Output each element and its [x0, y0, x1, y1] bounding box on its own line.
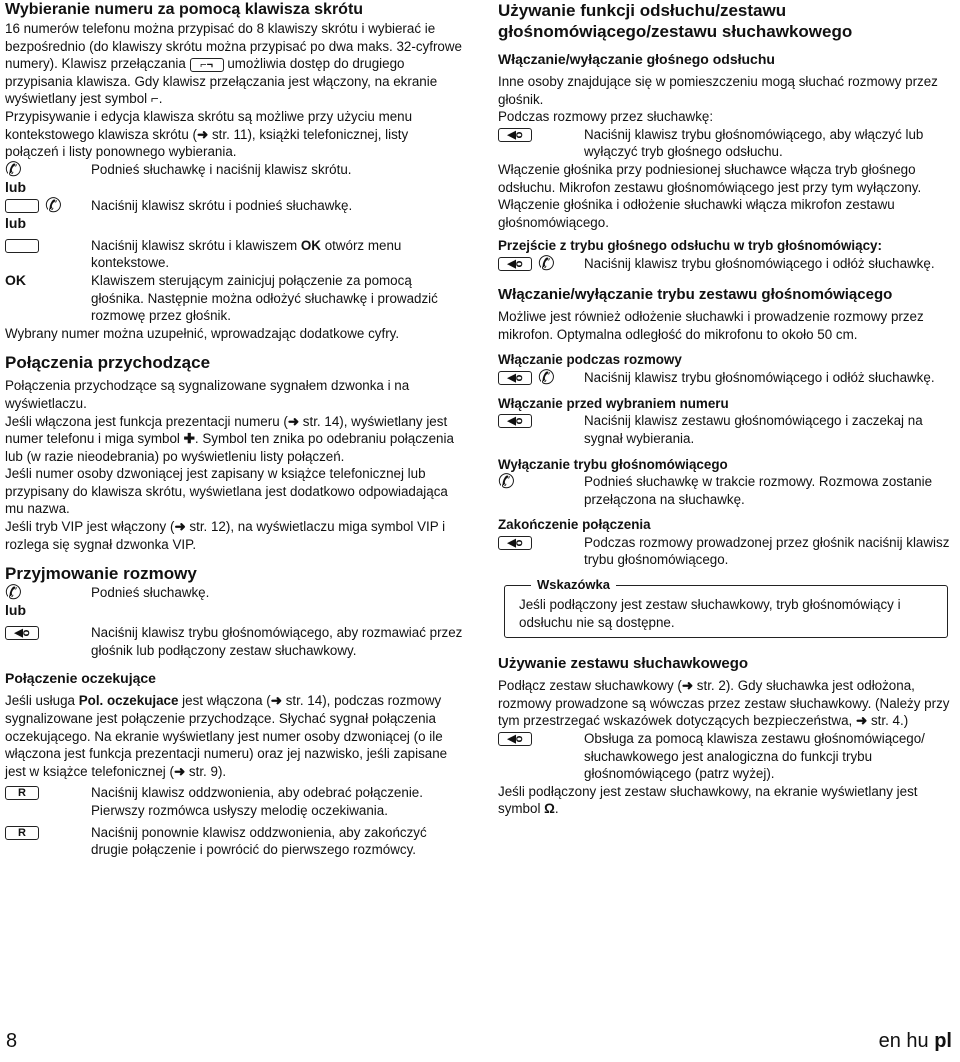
paragraph: Jeśli numer osoby dzwoniącej jest zapisany w książce telefonicznej lub przypisany do klawisza skrótu, wyświetlana jest dodatkowo odpowiadająca mu nazwa. — [5, 466, 448, 517]
headset-symbol-icon: Ω — [544, 801, 555, 817]
text: str. 12), na wyświetlaczu miga symbol VIP i rozlega się sygnał dzwonka VIP. — [5, 519, 446, 552]
step-text: Naciśnij ponownie klawisz oddzwonienia, aby zakończyć drugie połączenie i powrócić do pierwszego rozmówcy. — [91, 824, 427, 858]
text: str. 2). Gdy słuchawka jest odłożona, rozmowy prowadzone są wówczas przez zestaw słuchawkowy. (Należy przy tym przestrzegać wskazówek dotyczących bezpieczeństwa, — [498, 678, 950, 729]
text: . Symbol ten znika po odebraniu połączenia lub (w razie nieodebrania) po wyświetleniu listy połączeń. — [5, 431, 454, 464]
paragraph: Jeśli podłączony jest zestaw słuchawkowy, na ekranie wyświetlany jest symbol Ω. — [498, 783, 918, 817]
answer-call-section — [5, 563, 463, 659]
arrow-icon: ➜ — [173, 763, 186, 779]
step-text: Podnieś słuchawkę i naciśnij klawisz skrótu. — [91, 161, 352, 177]
paragraph: Podczas rozmowy przez słuchawkę: — [498, 109, 714, 125]
speaker-key-icon: ◀ᴑ — [5, 626, 39, 640]
headset-section — [498, 654, 956, 818]
section-title: Połączenia przychodzące — [5, 353, 211, 373]
language-indicator — [878, 1030, 952, 1052]
step-row — [498, 252, 956, 275]
speaker-key-icon: ◀ᴑ — [498, 128, 532, 142]
recall-key-icon: R — [5, 826, 39, 840]
or-label: lub — [5, 214, 26, 231]
step-row — [5, 582, 463, 605]
step-text: Obsługa za pomocą klawisza zestawu głośnomówiącego/ słuchawkowego jest analogiczna do funkcji trybu głośnomówiącego (patrz wyżej). — [584, 731, 925, 782]
paragraph: Włączenie głośnika przy podniesionej słuchawce włącza tryb głośnego odsłuchu. Mikrofon zestawu głośnomówiącego jest przy tym wyłączony. Włączenie głośnika i odłożenie słuchawki włącza mikrofon zestawu głośnomówiącego. — [498, 161, 922, 230]
step-text: Naciśnij klawisz trybu głośnomówiącego, aby włączyć lub wyłączyć tryb głośnego odsłuchu. — [584, 126, 924, 160]
text: Naciśnij klawisz skrótu i klawiszem — [91, 237, 298, 253]
step-text: Podnieś słuchawkę. — [91, 585, 210, 601]
section-title: Połączenie oczekujące — [5, 670, 156, 687]
step-row — [5, 158, 463, 181]
ok-text: OK — [300, 237, 321, 253]
step-row — [498, 473, 956, 508]
tip-text: Jeśli podłączony jest zestaw słuchawkowy, tryb głośnomówiący i odsłuchu nie są dostępne. — [519, 597, 901, 630]
plus-icon: ✚ — [183, 431, 195, 447]
step-row — [5, 602, 463, 620]
right-column — [498, 0, 956, 818]
step-text: Klawiszem sterującym zainicjuj połączenie za pomocą głośnika. Następnie można odłożyć słuchawkę i prowadzić rozmowę przez głośnik. — [91, 272, 438, 324]
text: str. 14), podczas rozmowy sygnalizowane jest połączenie przychodzące. Słychać sygnał połączenia oczekującego. Na ekranie wyświetlany jest numer osoby dzwoniącej (o ile włączona jest funkcja prezentacji numeru) oraz jej nazwisko, jeśli zapisane jest w książce telefonicznej ( — [5, 693, 448, 779]
arrow-icon: ➜ — [270, 693, 282, 709]
hang-up-icon: ✆ — [538, 252, 555, 275]
tip-box — [504, 577, 948, 638]
step-text — [91, 237, 463, 272]
step-row — [5, 272, 463, 325]
step-row — [5, 784, 463, 819]
handsfree-section — [498, 285, 956, 638]
text: jest włączona ( — [182, 693, 271, 709]
hang-up-icon: ✆ — [538, 366, 555, 389]
paragraph — [5, 692, 463, 780]
speed-dial-section — [5, 0, 463, 342]
paragraph — [5, 518, 463, 553]
speaker-key-icon: ◀ᴑ — [498, 257, 532, 271]
listen-section — [498, 0, 956, 273]
menu-item-text: Pol. oczekujace — [78, 693, 179, 709]
text: str. 11), książki telefonicznej, listy połączeń i listy ponownego wybierania. — [5, 126, 409, 160]
incoming-calls-section — [5, 352, 463, 553]
step-text: Naciśnij klawisz trybu głośnomówiącego i odłóż słuchawkę. — [584, 255, 935, 271]
step-text: Naciśnij klawisz oddzwonienia, aby odebrać połączenie. Pierwszy rozmówca usłyszy melodię oczekiwania. — [91, 785, 423, 818]
text: str. 14), wyświetlany jest numer telefonu i miga symbol — [5, 413, 448, 447]
tip-title: Wskazówka — [531, 576, 616, 594]
section-title: Wybieranie numeru za pomocą klawisza skrótu — [5, 1, 364, 18]
step-row — [5, 237, 463, 272]
paragraph — [5, 413, 463, 466]
text: Jeśli usługa — [5, 693, 75, 709]
text: Jeśli włączona jest funkcja prezentacji numeru ( — [5, 413, 288, 429]
step-text: Naciśnij klawisz zestawu głośnomówiącego i zaczekaj na sygnał wybierania. — [584, 413, 923, 446]
step-text: Podczas rozmowy prowadzonej przez głośnik naciśnij klawisz trybu głośnomówiącego. — [584, 534, 950, 568]
handset-icon: ✆ — [5, 582, 22, 605]
step-row — [498, 366, 956, 389]
ok-label: OK — [5, 272, 26, 289]
text: str. 9). — [188, 763, 227, 779]
section-title: Używanie zestawu słuchawkowego — [498, 655, 749, 673]
arrow-icon: ➜ — [681, 678, 694, 694]
paragraph: 16 numerów telefonu można przypisać do 8 klawiszy skrótu i wybierać ie bezpośrednio (do klawiszy skrótu można przypisać po dwa maks. 32-cyfrowe numery). Klawisz przełączania ⌐¬ umożliwia dostęp do drugiego przypisania klawisza. Gdy klawisz przełączania jest włączony, na ekranie wyświetlany jest symbol ⌐. — [5, 21, 462, 107]
left-column — [5, 0, 463, 859]
subsection-title: Włączanie/wyłączanie głośnego odsłuchu — [498, 51, 775, 67]
step-text: Naciśnij klawisz trybu głośnomówiącego i odłóż słuchawkę. — [584, 369, 935, 385]
step-text: Podnieś słuchawkę w trakcie rozmowy. Rozmowa zostanie przełączona na słuchawkę. — [584, 474, 933, 507]
text: Podłącz zestaw słuchawkowy ( — [498, 678, 682, 694]
or-label: lub — [5, 178, 26, 195]
step-row — [498, 730, 956, 783]
subsection-title: Włączanie podczas rozmowy — [498, 352, 682, 368]
step-text: Naciśnij klawisz skrótu i podnieś słuchawkę. — [91, 197, 353, 213]
text: Jeśli podłączony jest zestaw słuchawkowy, na ekranie wyświetlany jest symbol — [498, 783, 918, 817]
paragraph: Wybrany numer można uzupełnić, wprowadzając dodatkowe cyfry. — [5, 325, 400, 341]
text: Przypisywanie i edycja klawisza skrótu są możliwe przy użyciu menu kontekstowego klawisza skrótu ( — [5, 108, 413, 142]
or-label: lub — [5, 602, 26, 619]
text: otwórz menu kontekstowe. — [91, 237, 402, 271]
subsection-title: Przejście z trybu głośnego odsłuchu w tryb głośnomówiący: — [498, 238, 882, 254]
step-row — [5, 624, 463, 659]
handset-icon: ✆ — [498, 471, 515, 494]
section-title: Używanie funkcji odsłuchu/zestawu głośnomówiącego/zestawu słuchawkowego — [498, 1, 853, 41]
paragraph: Inne osoby znajdujące się w pomieszczeniu mogą słuchać rozmowy przez głośnik. — [498, 74, 938, 107]
shift-symbol-icon: ⌐ — [150, 91, 159, 107]
text: umożliwia dostęp do drugiego przypisania klawisza. Gdy klawisz przełączania jest włączony, na ekranie wyświetlany jest symbol — [5, 56, 438, 107]
step-row — [5, 179, 463, 197]
speaker-key-icon: ◀ᴑ — [498, 371, 532, 385]
text: 16 numerów telefonu można przypisać do 8 klawiszy skrótu i wybierać ie bezpośrednio (do klawiszy skrótu można przypisać po dwa maks. 32-cyfrowe numery). Klawisz przełączania — [5, 21, 462, 72]
speaker-key-icon: ◀ᴑ — [498, 414, 532, 428]
speaker-key-icon: ◀ᴑ — [498, 536, 532, 550]
shift-key-icon: ⌐¬ — [190, 58, 224, 72]
step-row — [5, 824, 463, 859]
arrow-icon: ➜ — [174, 519, 186, 535]
handset-icon: ✆ — [45, 194, 62, 217]
lang-current: pl — [934, 1030, 952, 1052]
step-row — [5, 194, 463, 217]
call-waiting-section — [5, 669, 463, 858]
paragraph — [5, 108, 463, 161]
speaker-key-icon: ◀ᴑ — [498, 732, 532, 746]
recall-key-icon: R — [5, 786, 39, 800]
step-row — [498, 126, 956, 161]
step-text: Naciśnij klawisz trybu głośnomówiącego, aby rozmawiać przez głośnik lub podłączony zestaw słuchawkowy. — [91, 625, 463, 658]
step-row — [498, 534, 956, 569]
section-title: Włączanie/wyłączanie trybu zestawu głośnomówiącego — [498, 285, 893, 303]
lang-other: en hu — [878, 1030, 929, 1052]
subsection-title: Zakończenie połączenia — [498, 517, 651, 533]
page-number: 8 — [6, 1030, 18, 1052]
subsection-title: Wyłączanie trybu głośnomówiącego — [498, 456, 728, 472]
speed-dial-key-icon — [5, 239, 39, 253]
paragraph: Połączenia przychodzące są sygnalizowane sygnałem dzwonka i na wyświetlaczu. — [5, 378, 410, 411]
speed-dial-key-icon — [5, 199, 39, 213]
text: str. 4.) — [870, 713, 909, 729]
handset-icon: ✆ — [5, 158, 22, 181]
step-row — [498, 412, 956, 447]
arrow-icon: ➜ — [197, 126, 209, 142]
text: Jeśli tryb VIP jest włączony ( — [5, 519, 175, 535]
subsection-title: Włączanie przed wybraniem numeru — [498, 395, 729, 411]
step-row — [5, 215, 463, 233]
paragraph: Możliwe jest również odłożenie słuchawki i prowadzenie rozmowy przez mikrofon. Optymalna odległość do mikrofonu to około 50 cm. — [498, 308, 924, 342]
arrow-icon: ➜ — [287, 413, 300, 429]
arrow-icon: ➜ — [856, 713, 868, 729]
paragraph — [498, 677, 956, 730]
section-title: Przyjmowanie rozmowy — [5, 564, 197, 584]
